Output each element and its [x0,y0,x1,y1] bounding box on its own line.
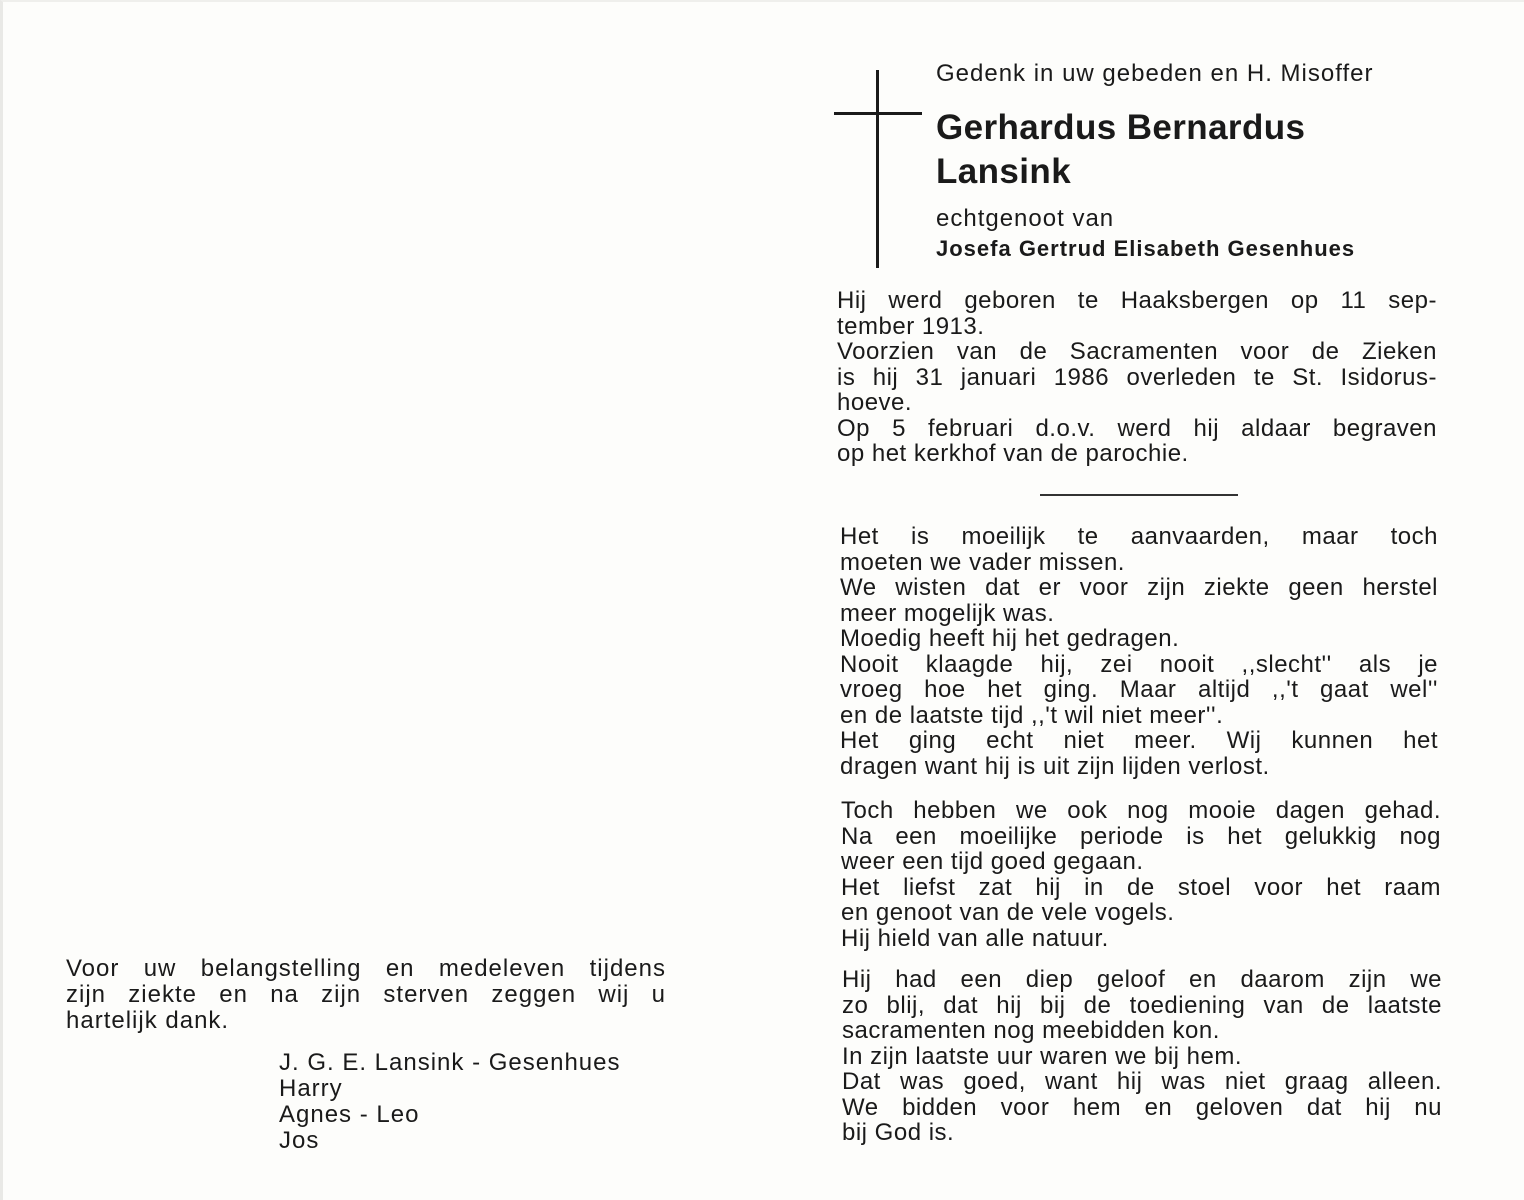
reflection-paragraph-3 [842,967,1442,1146]
biography-line: is hij 31 januari 1986 overleden te St. Isidorus- [837,363,1437,391]
spouse-name: Josefa Gertrud Elisabeth Gesenhues [936,236,1356,261]
reflection-line: moeten we vader missen. [840,548,1125,576]
deceased-name-line2: Lansink [936,152,1072,191]
reflection-line: Moedig heeft hij het gedragen. [840,625,1180,652]
reflection-line: Het liefst zat hij in de stoel voor het raam [841,873,1441,901]
thanks-line: zijn ziekte en na zijn sterven zeggen wij u [66,981,666,1008]
biography-line: Voorzien van de Sacramenten voor de Zieken [837,338,1437,365]
deceased-name-line1: Gerhardus Bernardus [936,108,1306,147]
reflection-line: Hij hield van alle natuur. [841,924,1109,952]
reflection-line: Nooit klaagde hij, zei nooit ,,slecht'' als je [840,650,1438,678]
reflection-line: weer een tijd goed gegaan. [841,848,1144,875]
biography-line: tember 1913. [837,312,985,340]
reflection-line: dragen want hij is uit zijn lijden verlost. [840,752,1270,780]
reflection-line: zo blij, dat hij bij de toediening van de laatste [842,991,1442,1019]
signature-line: Jos [279,1127,320,1154]
reflection-line: Na een moeilijke periode is het gelukkig nog [841,822,1441,850]
reflection-line: Hij had een diep geloof en daarom zijn we [842,966,1442,993]
family-signatures [279,1050,621,1154]
reflection-line: Het ging echt niet meer. Wij kunnen het [840,727,1438,754]
thanks-message [66,956,666,1034]
reflection-line: sacramenten nog meebidden kon. [842,1017,1220,1044]
reflection-line: vroeg hoe het ging. Maar altijd ,,'t gaat wel'' [840,676,1438,703]
cross-icon-horizontal [834,112,922,115]
reflection-line: bij God is. [842,1119,955,1146]
deceased-name [936,106,1305,194]
signature-line: Harry [279,1075,343,1102]
thanks-line: hartelijk dank. [66,1007,230,1034]
biography [837,288,1437,467]
reflection-line: Toch hebben we ook nog mooie dagen gehad. [841,797,1441,824]
biography-line: Hij werd geboren te Haaksbergen op 11 sep- [837,287,1437,314]
reflection-paragraph-2 [841,798,1441,951]
reflection-line: meer mogelijk was. [840,599,1055,627]
reflection-line: en genoot van de vele vogels. [841,899,1175,926]
spouse-label: echtgenoot van [936,205,1115,232]
signature-line: Agnes - Leo [279,1101,420,1128]
reflection-line: We bidden voor hem en geloven dat hij nu [842,1093,1442,1121]
reflection-line: In zijn laatste uur waren we bij hem. [842,1042,1243,1070]
section-divider [1040,494,1238,496]
biography-line: op het kerkhof van de parochie. [837,440,1189,467]
cross-icon-vertical [876,70,879,268]
reflection-line: We wisten dat er voor zijn ziekte geen herstel [840,574,1438,601]
reflection-paragraph-1 [840,524,1438,779]
reflection-line: Dat was goed, want hij was niet graag alleen. [842,1068,1442,1095]
signature-line: J. G. E. Lansink - Gesenhues [279,1049,621,1076]
reflection-line: Het is moeilijk te aanvaarden, maar toch [840,523,1438,550]
biography-line: Op 5 februari d.o.v. werd hij aldaar begraven [837,414,1437,442]
prayer-intro: Gedenk in uw gebeden en H. Misoffer [936,60,1374,87]
reflection-line: en de laatste tijd ,,'t wil niet meer''. [840,701,1224,729]
biography-line: hoeve. [837,389,913,416]
thanks-line: Voor uw belangstelling en medeleven tijdens [66,955,666,982]
